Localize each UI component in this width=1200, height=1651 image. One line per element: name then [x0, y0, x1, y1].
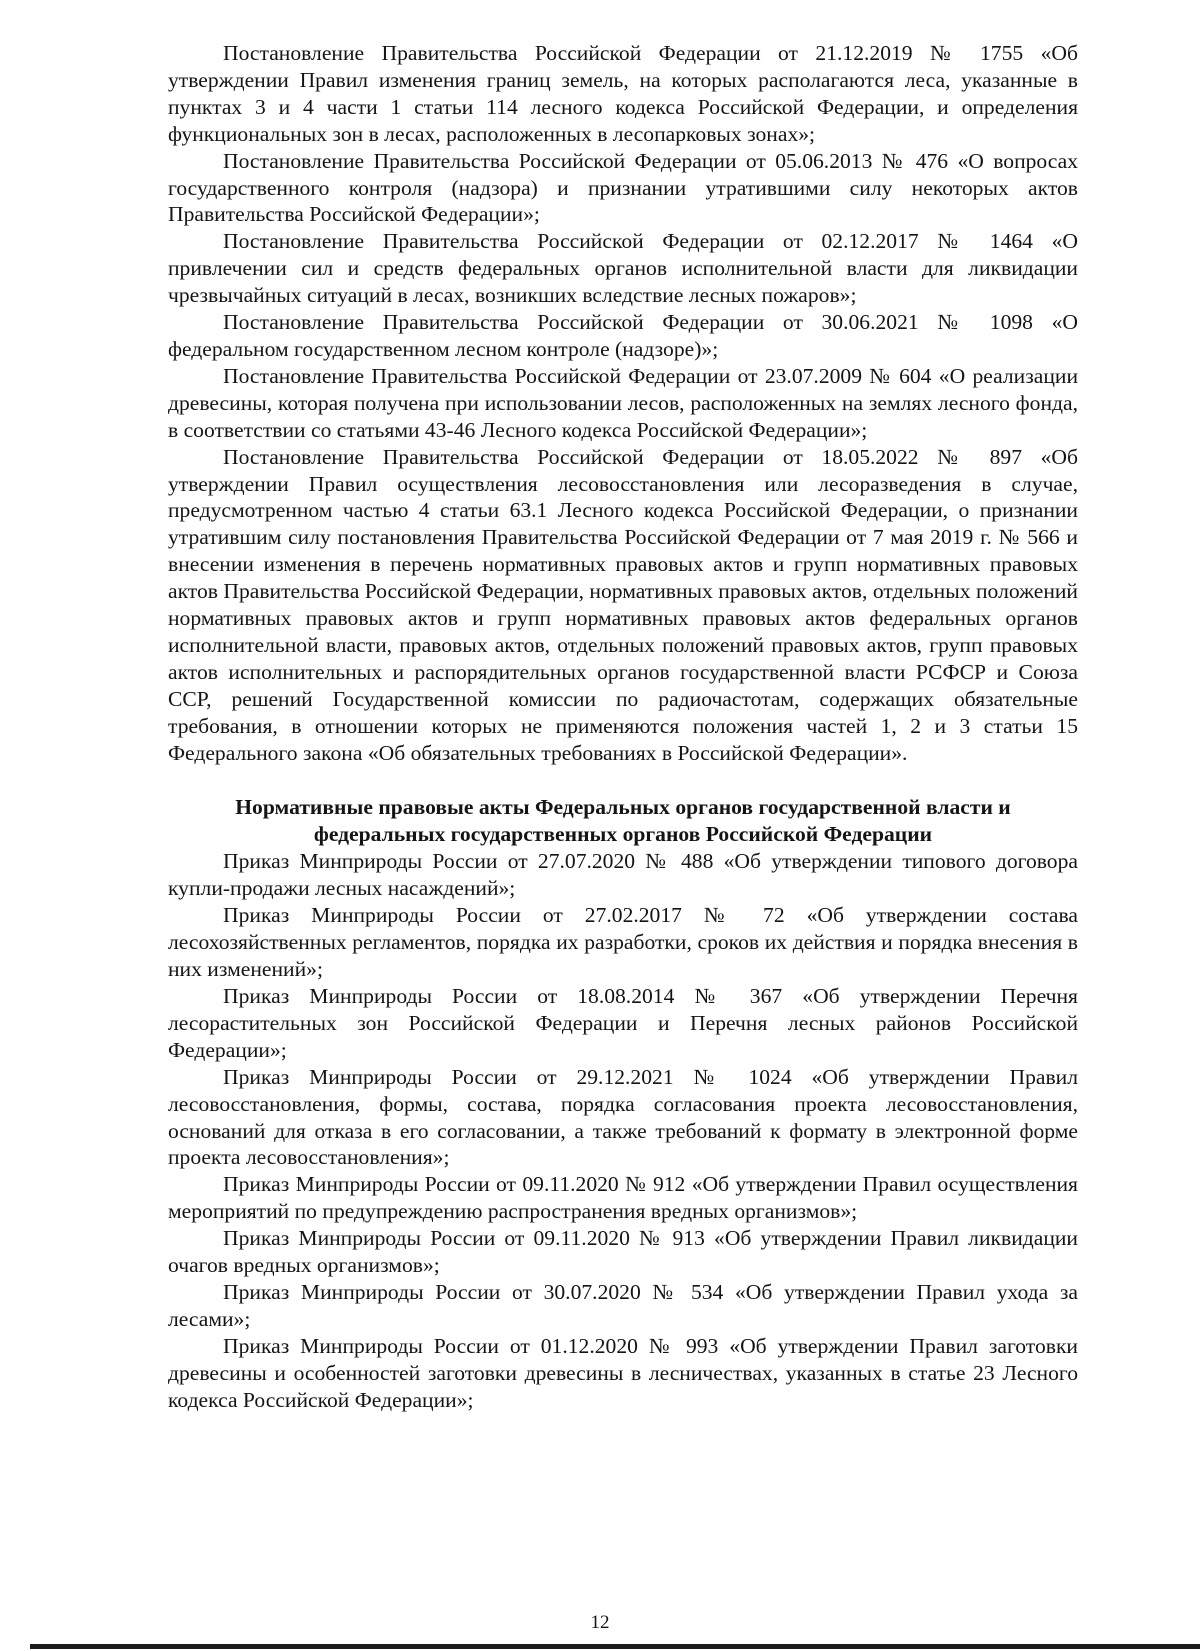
- paragraph-resolution-1098: Постановление Правительства Российской Федерации от 30.06.2021 № 1098 «О федеральном государственном лесном контроле (надзоре)»;: [168, 310, 1078, 361]
- paragraph-order-1024: Приказ Минприроды России от 29.12.2021 № 1024 «Об утверждении Правил лесовосстановления, формы, состава, порядка согласования проекта лесовосстановления, оснований для отказа в его согласовании, а также требований к формату в электронной форме проекта лесовосстановления»;: [168, 1064, 1078, 1170]
- paragraph-order-534: Приказ Минприроды России от 30.07.2020 № 534 «Об утверждении Правил ухода за лесами»;: [168, 1279, 1078, 1331]
- paragraph-order-993: Приказ Минприроды России от 01.12.2020 № 993 «Об утверждении Правил заготовки древесины и особенностей заготовки древесины в лесничествах, указанных в статье 23 Лесного кодекса Российской Федерации»;: [168, 1333, 1078, 1412]
- paragraph-order-367: Приказ Минприроды России от 18.08.2014 № 367 «Об утверждении Перечня лесорастительных зон Российской Федерации и Перечня лесных районов Российской Федерации»;: [168, 984, 1078, 1062]
- section-heading: Нормативные правовые акты Федеральных органов государственной власти и федеральных государственных органов Российской Федерации: [235, 795, 1011, 847]
- paragraph-order-912: Приказ Минприроды России от 09.11.2020 № 912 «Об утверждении Правил осуществления мероприятий по предупреждению распространения вредных организмов»;: [168, 1172, 1078, 1224]
- page-number: 12: [590, 1612, 610, 1633]
- bottom-scan-border: [30, 1644, 1200, 1649]
- paragraph-order-913: Приказ Минприроды России от 09.11.2020 № 913 «Об утверждении Правил ликвидации очагов вредных организмов»;: [168, 1226, 1078, 1278]
- paragraph-resolution-476: Постановление Правительства Российской Федерации от 05.06.2013 № 476 «О вопросах государственного контроля (надзора) и признании утратившими силу некоторых актов Правительства Российской Федерации»;: [168, 148, 1078, 227]
- paragraph-order-72: Приказ Минприроды России от 27.02.2017 № 72 «Об утверждении состава лесохозяйственных регламентов, порядка их разработки, сроков их действия и порядка внесения в них изменений»;: [168, 903, 1078, 982]
- paragraph-resolution-1755: Постановление Правительства Российской Федерации от 21.12.2019 № 1755 «Об утверждении Правил изменения границ земель, на которых располагаются леса, указанные в пунктах 3 и 4 части 1 статьи 114 лесного кодекса Российской Федерации, и определения функциональных зон в лесах, расположенных в лесопарковых зонах»;: [168, 41, 1078, 146]
- paragraph-resolution-604: Постановление Правительства Российской Федерации от 23.07.2009 № 604 «О реализации древесины, которая получена при использовании лесов, расположенных на землях лесного фонда, в соответствии со статьями 43-46 Лесного кодекса Российской Федерации»;: [168, 363, 1078, 442]
- paragraph-resolution-897: Постановление Правительства Российской Федерации от 18.05.2022 № 897 «Об утверждении Правил осуществления лесовосстановления или лесоразведения в случае, предусмотренном частью 4 статьи 63.1 Лесного кодекса Российской Федерации, о признании утратившим силу постановления Правительства Российской Федерации от 7 мая 2019 г. № 566 и внесении изменения в перечень нормативных правовых актов и групп нормативных правовых актов Правительства Российской Федерации, нормативных правовых актов, отдельных положений нормативных правовых актов и групп нормативных правовых актов федеральных органов исполнительной власти, правовых актов, отдельных положений правовых актов, групп правовых актов исполнительных и распорядительных органов государственной власти РСФСР и Союза ССР, решений Государственной комиссии по радиочастотам, содержащих обязательные требования, в отношении которых не применяются положения частей 1, 2 и 3 статьи 15 Федерального закона «Об обязательных требованиях в Российской Федерации».: [168, 444, 1078, 765]
- document-page: [168, 40, 1078, 1414]
- paragraph-order-488: Приказ Минприроды России от 27.07.2020 № 488 «Об утверждении типового договора купли-продажи лесных насаждений»;: [168, 849, 1078, 901]
- paragraph-resolution-1464: Постановление Правительства Российской Федерации от 02.12.2017 № 1464 «О привлечении сил и средств федеральных органов исполнительной власти для ликвидации чрезвычайных ситуаций в лесах, возникших вследствие лесных пожаров»;: [168, 229, 1078, 308]
